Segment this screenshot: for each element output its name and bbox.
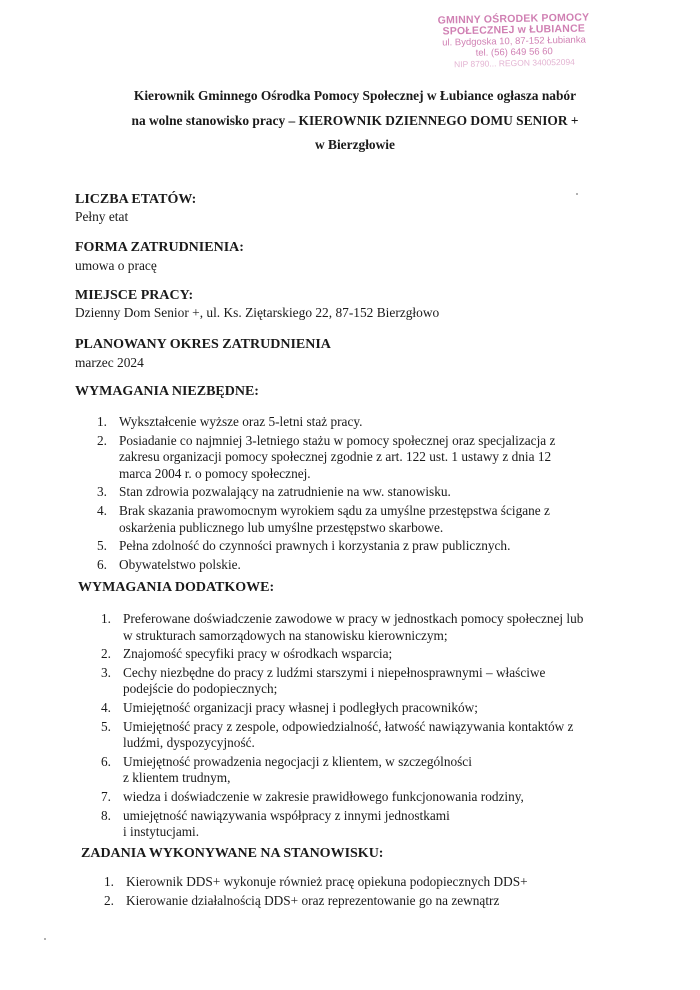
section-title-miejsce-pracy: MIEJSCE PRACY: <box>75 288 194 303</box>
list-item-text-line: Pełna zdolność do czynności prawnych i korzystania z praw publicznych. <box>119 538 511 554</box>
list-item-text-line: marca 2004 r. o pomocy społecznej. <box>119 465 311 481</box>
list-item <box>104 893 528 910</box>
list-item-text-line: Obywatelstwo polskie. <box>119 556 241 572</box>
list-item-text-line: zakresu organizacji pomocy społecznej zgodnie z art. 122 ust. 1 ustawy z dnia 12 <box>119 449 552 465</box>
announcement-heading <box>60 84 650 158</box>
list-item <box>104 874 528 891</box>
list-item-number: 2. <box>101 646 111 662</box>
list-item <box>97 414 555 431</box>
wymagania-dodatkowe-list <box>101 611 583 843</box>
stamp-line-1: GMINNY OŚRODEK POMOCY <box>437 11 590 27</box>
forma-zatrudnienia-value: umowa o pracę <box>75 258 157 273</box>
section-title-zadania: ZADANIA WYKONYWANE NA STANOWISKU: <box>81 846 384 861</box>
list-item-text-line: oskarżenia publicznego lub umyślne przestępstwo skarbowe. <box>119 519 444 535</box>
list-item <box>101 665 583 698</box>
list-item <box>101 646 583 663</box>
list-item-number: 4. <box>97 502 107 518</box>
list-item-text-line: Umiejętność organizacji pracy własnej i podległych pracowników; <box>123 699 478 715</box>
list-item-text-line: z klientem trudnym, <box>123 770 231 786</box>
zadania-list <box>104 874 528 911</box>
list-item <box>101 754 583 787</box>
list-item-text-line: Cechy niezbędne do pracy z ludźmi starszymi i niepełnosprawnymi – właściwe <box>123 664 546 680</box>
list-item <box>97 503 555 536</box>
list-item-text-line: Brak skazania prawomocnym wyrokiem sądu za umyślne przestępstwa ścigane z <box>119 502 550 518</box>
miejsce-pracy-value: Dzienny Dom Senior +, ul. Ks. Ziętarskiego 22, 87-152 Bierzgłowo <box>75 305 440 320</box>
list-item <box>97 484 555 501</box>
list-item <box>97 557 555 574</box>
list-item-text-line: Wykształcenie wyższe oraz 5-letni staż pracy. <box>119 414 363 429</box>
stamp-line-5: NIP 8790... REGON 340052094 <box>453 56 575 70</box>
section-title-liczba-etatow: LICZBA ETATÓW: <box>75 192 197 207</box>
list-item-text-line: Posiadanie co najmniej 3-letniego stażu w pomocy społecznej oraz specjalizacja z <box>119 432 556 448</box>
list-item-number: 1. <box>97 414 107 429</box>
list-item <box>97 433 555 483</box>
stamp-line-3: ul. Bydgoska 10, 87-152 Łubianka <box>442 34 586 49</box>
scan-speck <box>44 938 46 940</box>
section-title-forma-zatrudnienia: FORMA ZATRUDNIENIA: <box>75 240 244 255</box>
list-item-text-line: ludźmi, dyspozycyjność. <box>123 735 255 751</box>
stamp-line-2: SPOŁECZNEJ w ŁUBIANCE <box>442 22 586 38</box>
wymagania-niezbedne-list <box>97 414 555 575</box>
list-item-text-line: umiejętność nawiązywania współpracy z innymi jednostkami <box>123 807 450 823</box>
list-item <box>101 700 583 717</box>
list-item-number: 6. <box>101 753 111 769</box>
section-title-planowany-okres: PLANOWANY OKRES ZATRUDNIENIA <box>75 337 331 352</box>
list-item-text-line: w strukturach samorządowych na stanowisku kierowniczym; <box>123 627 448 643</box>
planowany-okres-value: marzec 2024 <box>75 355 144 370</box>
list-item-number: 5. <box>101 718 111 734</box>
list-item <box>101 789 583 806</box>
list-item-text-line: Preferowane doświadczenie zawodowe w pracy w jednostkach pomocy społecznej lub <box>123 611 584 626</box>
liczba-etatow-value: Pełny etat <box>75 209 129 224</box>
heading-line-2: na wolne stanowisko pracy – KIEROWNIK DZIENNEGO DOMU SENIOR + <box>131 112 579 128</box>
list-item-number: 3. <box>97 484 107 500</box>
stamp-line-4: tel. (56) 649 56 60 <box>475 46 553 59</box>
list-item-number: 4. <box>101 699 111 715</box>
list-item <box>101 808 583 841</box>
list-item-text-line: Umiejętność pracy z zespole, odpowiedzialność, łatwość nawiązywania kontaktów z <box>123 718 574 734</box>
list-item-text-line: Kierownik DDS+ wykonuje również pracę opiekuna podopiecznych DDS+ <box>126 874 528 889</box>
list-item-text-line: Umiejętność prowadzenia negocjacji z klientem, w szczególności <box>123 753 472 769</box>
list-item <box>101 611 583 644</box>
list-item-number: 2. <box>104 892 114 908</box>
list-item-number: 1. <box>104 874 114 889</box>
list-item-text-line: podejście do podopiecznych; <box>123 681 278 697</box>
list-item-number: 7. <box>101 788 111 804</box>
heading-line-3: w Bierzgłowie <box>315 137 395 152</box>
list-item <box>101 719 583 752</box>
list-item-number: 2. <box>97 432 107 448</box>
list-item-text-line: Znajomość specyfiki pracy w ośrodkach wsparcia; <box>123 646 393 662</box>
list-item-number: 1. <box>101 611 111 626</box>
list-item-text-line: wiedza i doświadczenie w zakresie prawidłowego funkcjonowania rodziny, <box>123 788 524 804</box>
list-item-number: 3. <box>101 664 111 680</box>
list-item-number: 5. <box>97 538 107 554</box>
list-item-text-line: Kierowanie działalnością DDS+ oraz reprezentowanie go na zewnątrz <box>126 892 500 908</box>
institution-stamp <box>427 12 600 70</box>
list-item <box>97 538 555 555</box>
scan-speck <box>576 193 578 195</box>
list-item-number: 8. <box>101 807 111 823</box>
list-item-text-line: i instytucjami. <box>123 824 200 840</box>
section-title-wymagania-dodatkowe: WYMAGANIA DODATKOWE: <box>78 580 275 595</box>
section-title-wymagania-niezbedne: WYMAGANIA NIEZBĘDNE: <box>75 384 259 399</box>
list-item-text-line: Stan zdrowia pozwalający na zatrudnienie na ww. stanowisku. <box>119 484 451 500</box>
heading-line-1: Kierownik Gminnego Ośrodka Pomocy Społecznej w Łubiance ogłasza nabór <box>133 88 577 103</box>
list-item-number: 6. <box>97 556 107 572</box>
